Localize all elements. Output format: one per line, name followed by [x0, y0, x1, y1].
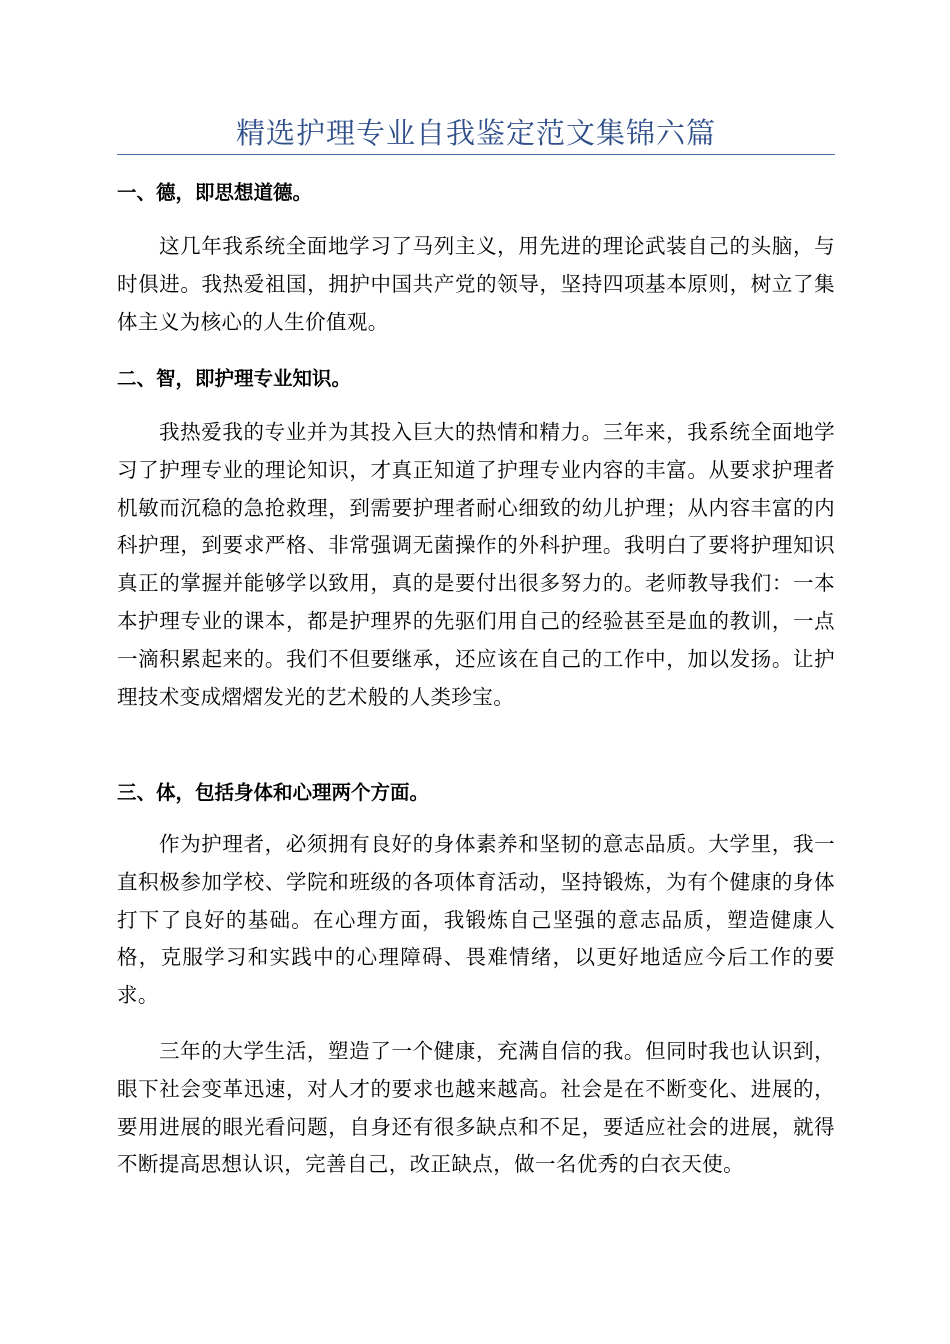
section-heading-morality: 一、德，即思想道德。 — [117, 181, 313, 204]
section-heading-knowledge: 二、智，即护理专业知识。 — [117, 367, 352, 390]
section-heading-physical: 三、体，包括身体和心理两个方面。 — [117, 781, 430, 804]
section-paragraph-physical: 作为护理者，必须拥有良好的身体素养和坚韧的意志品质。大学里，我一直积极参加学校、学院和班级的各项体育活动，坚持锻炼，为有个健康的身体打下了良好的基础。在心理方面，我锻炼自己坚强的意志品质，塑造健康人格，克服学习和实践中的心理障碍、畏难情绪，以更好地适应今后工作的要求。 — [117, 832, 835, 1008]
title-underline — [117, 154, 835, 155]
section-paragraph-summary: 三年的大学生活，塑造了一个健康，充满自信的我。但同时我也认识到，眼下社会变革迅速，对人才的要求也越来越高。社会是在不断变化、进展的，要用进展的眼光看问题，自身还有很多缺点和不足，要适应社会的进展，就得不断提高思想认识，完善自己，改正缺点，做一名优秀的白衣天使。 — [117, 1039, 835, 1177]
section-paragraph-knowledge: 我热爱我的专业并为其投入巨大的热情和精力。三年来，我系统全面地学习了护理专业的理论知识，才真正知道了护理专业内容的丰富。从要求护理者机敏而沉稳的急抢救理，到需要护理者耐心细致的幼儿护理；从内容丰富的内科护理，到要求严格、非常强调无菌操作的外科护理。我明白了要将护理知识真正的掌握并能够学以致用，真的是要付出很多努力的。老师教导我们：一本本护理专业的课本，都是护理界的先驱们用自己的经验甚至是血的教训，一点一滴积累起来的。我们不但要继承，还应该在自己的工作中，加以发扬。让护理技术变成熠熠发光的艺术般的人类珍宝。 — [117, 420, 835, 709]
document-title: 精选护理专业自我鉴定范文集锦六篇 — [235, 116, 716, 150]
section-paragraph-morality: 这几年我系统全面地学习了马列主义，用先进的理论武装自己的头脑，与时俱进。我热爱祖国，拥护中国共产党的领导，坚持四项基本原则，树立了集体主义为核心的人生价值观。 — [117, 234, 835, 334]
